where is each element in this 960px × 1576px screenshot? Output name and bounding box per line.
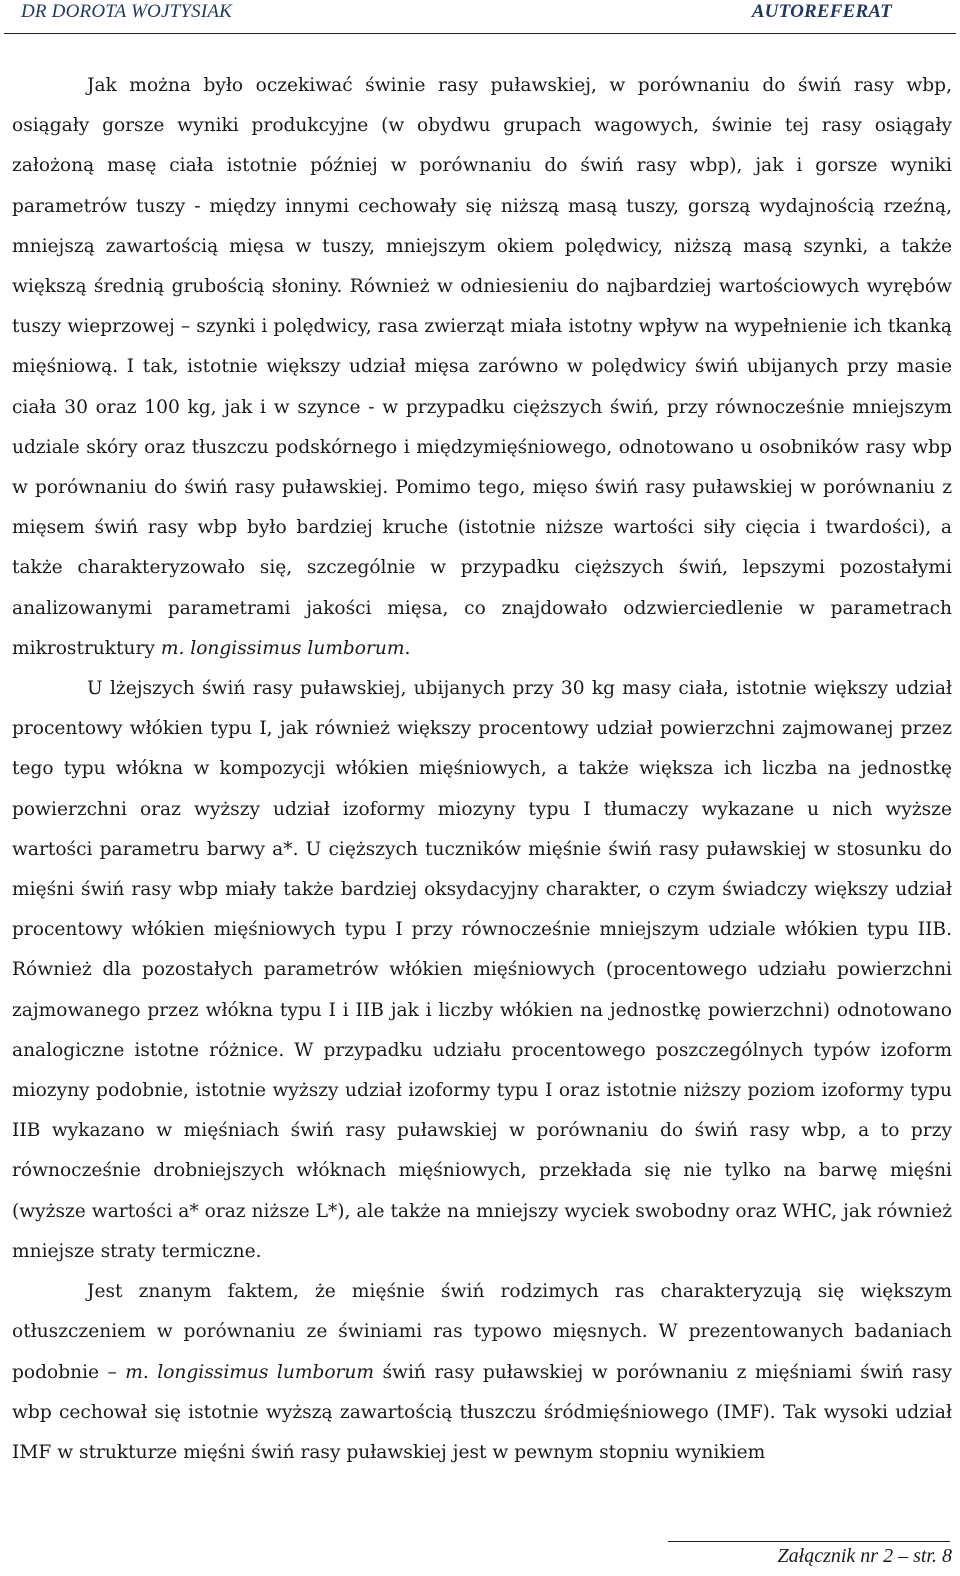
footer-rule [668,1541,950,1542]
paragraph-3-text: Jest znanym faktem, że mięśnie świń rodzimych ras charakteryzują się większym otłuszczeniem w porównaniu ze świniami ras typowo mięsnych. W prezentowanych badaniach podobnie – [12,1281,952,1383]
header-author: DR DOROTA WOJTYSIAK [21,1,233,22]
paragraph-2-text: U lżejszych świń rasy puławskiej, ubijanych przy 30 kg masy ciała, istotnie większy udział procentowy włókien typu I, jak również większy procentowy udział powierzchni zajmowanej przez tego typu włókna w kompozycji włókien mięśniowych, a także większa ich liczba na jednostkę powierzchni oraz wyższy udział izoformy miozyny typu I tłumaczy wykazane u nich wyższe wartości parametru barwy a*. U cięższych tuczników mięśnie świń rasy puławskiej w stosunku do mięśni świń rasy wbp miały także bardziej oksydacyjny charakter, o czym świadczy większy udział procentowy włókien mięśniowych typu I przy równocześnie mniejszym udziale włókien typu IIB. Również dla pozostałych parametrów włókien mięśniowych (procentowego udziału powierzchni zajmowanego przez włókna typu I i IIB jak i liczby włókien na jednostkę powierzchni) odnotowano analogiczne istotne różnice. W przypadku udziału procentowego poszczególnych typów izoform miozyny podobnie, istotnie wyższy udział izoformy typu I oraz istotnie niższy poziom izoformy typu IIB wykazano w mięśniach świń rasy puławskiej w porównaniu do świń rasy wbp, a to przy równocześnie drobniejszych włóknach mięśniowych, przekłada się nie tylko na barwę mięśni (wyższe wartości a* oraz niższe L*), ale także na mniejszy wyciek swobodny oraz WHC, jak również mniejsze straty termiczne. [12,678,952,1262]
paragraph-3 [12,1272,952,1473]
paragraph-1-latin-term: m. longissimus lumborum [160,637,405,659]
paragraph-1 [12,66,952,669]
header-doc-type: AUTOREFERAT [751,1,892,22]
paragraph-2 [12,669,952,1272]
paragraph-1-text: Jak można było oczekiwać świnie rasy puławskiej, w porównaniu do świń rasy wbp, osiągały gorsze wyniki produkcyjne (w obydwu grupach wagowych, świnie tej rasy osiągały założoną masę ciała istotnie później w porównaniu do świń rasy wbp), jak i gorsze wyniki parametrów tuszy - między innymi cechowały się niższą masą tuszy, gorszą wydajnością rzeźną, mniejszą zawartością mięsa w tuszy, mniejszym okiem polędwicy, niższą masą szynki, a także większą średnią grubością słoniny. Również w odniesieniu do najbardziej wartościowych wyrębów tuszy wieprzowej – szynki i polędwicy, rasa zwierząt miała istotny wpływ na wypełnienie ich tkanką mięśniową. I tak, istotnie większy udział mięsa zarówno w polędwicy świń ubijanych przy masie ciała 30 oraz 100 kg, jak i w szynce - w przypadku cięższych świń, przy równocześnie mniejszym udziale skóry oraz tłuszczu podskórnego i międzymięśniowego, odnotowano u osobników rasy wbp w porównaniu do świń rasy puławskiej. Pomimo tego, mięso świń rasy puławskiej w porównaniu z mięsem świń rasy wbp było bardziej kruche (istotnie niższe wartości siły cięcia i twardości), a także charakteryzowało się, szczególnie w przypadku cięższych świń, lepszymi pozostałymi analizowanymi parametrami jakości mięsa, co znajdowało odzwierciedlenie w parametrach mikrostruktury [12,75,952,659]
page-footer: Załącznik nr 2 – str. 8 [777,1545,952,1567]
header-rule [4,33,956,34]
paragraph-3-latin-term: m. longissimus lumborum [125,1361,375,1383]
paragraph-3-tail: świń rasy puławskiej w porównaniu z mięśniami świń rasy wbp cechował się istotnie wyższą zawartością tłuszczu śródmięśniowego (IMF). Tak wysoki udział IMF w strukturze mięśni świń rasy puławskiej jest w pewnym stopniu wynikiem [12,1361,952,1463]
page-header [0,0,960,34]
document-body [12,66,952,1473]
paragraph-1-tail: . [404,637,411,659]
